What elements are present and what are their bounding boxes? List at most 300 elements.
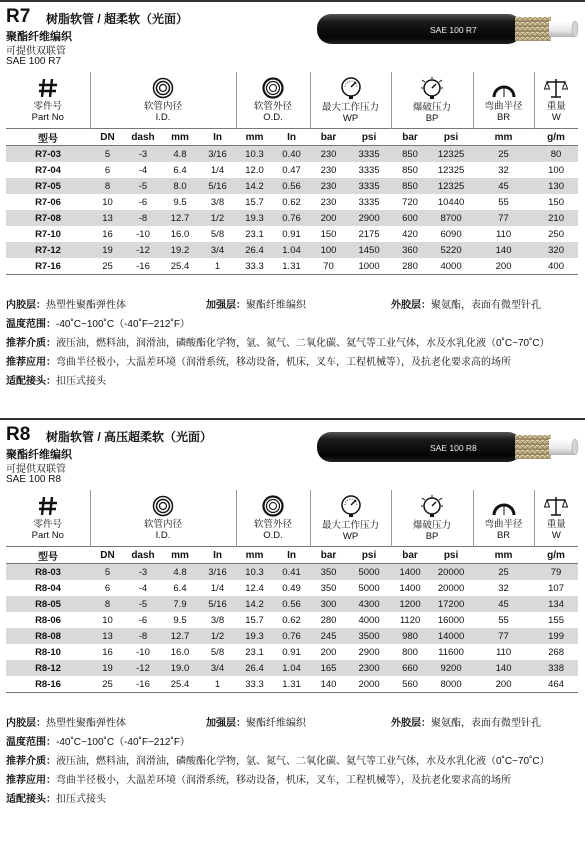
bend-radius-icon xyxy=(491,495,517,517)
table-cell: 140 xyxy=(473,660,534,676)
table-cell: 0.76 xyxy=(273,628,310,644)
table-cell: 1400 xyxy=(399,582,421,594)
table-cell: 0.49 xyxy=(282,582,301,594)
table-cell: 0.41 xyxy=(273,564,310,581)
table-cell: 320 xyxy=(534,242,578,258)
unit-header-cell: DN xyxy=(90,547,125,564)
unit-header-cell: mm xyxy=(161,547,199,564)
pressure-gauge-icon xyxy=(339,76,363,100)
part-number-cell: R8-03 xyxy=(6,564,90,581)
table-cell: 77 xyxy=(473,628,534,644)
table-cell: -6 xyxy=(138,614,148,626)
table-row xyxy=(6,210,578,226)
unit-header-cell: g/m xyxy=(534,129,578,146)
table-cell: 3/8 xyxy=(210,614,225,626)
table-cell: 3335 xyxy=(358,196,380,208)
fitting-note: 适配接头：扣压式接头 xyxy=(6,376,106,387)
table-cell: 1.04 xyxy=(273,660,310,676)
table-cell: 200 xyxy=(473,258,534,275)
table-cell: 0.56 xyxy=(273,178,310,194)
part-number-cell: R8-04 xyxy=(35,582,61,594)
table-cell: -10 xyxy=(136,646,150,658)
spec-notes xyxy=(6,714,581,809)
table-cell: 13 xyxy=(90,210,125,226)
table-cell: 25.4 xyxy=(161,258,199,275)
table-cell: 3500 xyxy=(347,628,391,644)
table-cell: -5 xyxy=(125,596,161,612)
table-cell: 199 xyxy=(534,628,578,644)
table-cell: 3335 xyxy=(358,164,380,176)
table-cell: 5/8 xyxy=(210,646,225,658)
table-cell: 800 xyxy=(402,646,418,658)
media-note: 推荐介质：液压油，燃料油，润滑油，磷酸酯化学物，氩、氮气、二氧化碳、氦气等工业气体，水及水乳化液（0˚C~70˚C） xyxy=(6,338,550,349)
part-number-cell: R8-12 xyxy=(6,660,90,676)
spec-table xyxy=(6,72,578,275)
table-cell: 6090 xyxy=(440,228,462,240)
table-cell: 16 xyxy=(102,228,113,240)
table-cell: 850 xyxy=(391,146,429,163)
part-number-cell: R7-12 xyxy=(6,242,90,258)
reinforcement-note: 加强层：聚酯纤维编织 xyxy=(206,718,306,729)
table-cell: 360 xyxy=(391,242,429,258)
table-cell: -10 xyxy=(136,228,150,240)
table-cell: 420 xyxy=(402,228,418,240)
table-cell: 7.9 xyxy=(161,596,199,612)
table-cell: 19.0 xyxy=(161,660,199,676)
table-cell: 8000 xyxy=(429,676,473,693)
table-cell: -4 xyxy=(138,582,148,594)
table-cell: 25.4 xyxy=(161,676,199,693)
table-row xyxy=(6,644,578,660)
table-cell: 10.3 xyxy=(236,564,273,581)
header-bend-radius: 弯曲半径 BR xyxy=(473,490,534,547)
table-cell: 15.7 xyxy=(245,614,264,626)
table-row xyxy=(6,242,578,258)
fitting-note: 适配接头：扣压式接头 xyxy=(6,794,106,805)
table-cell: 1000 xyxy=(347,258,391,275)
table-cell: 245 xyxy=(310,628,347,644)
table-cell: 1 xyxy=(199,676,236,693)
unit-header-cell: In xyxy=(273,129,310,146)
table-cell: 1400 xyxy=(391,564,429,581)
part-number-cell: R7-16 xyxy=(6,258,90,275)
header-inner-diameter: 软管内径 I.D. xyxy=(90,490,236,547)
table-cell: -3 xyxy=(125,146,161,163)
product-subtitle: 聚酯纤维编织 xyxy=(6,31,72,43)
table-cell: 6.4 xyxy=(173,164,187,176)
table-cell: 79 xyxy=(534,564,578,581)
part-number-cell: R7-03 xyxy=(6,146,90,163)
header-burst-pressure: 爆破压力 BP xyxy=(391,490,473,547)
table-row xyxy=(6,676,578,693)
table-cell: 5000 xyxy=(358,582,380,594)
table-cell: 33.3 xyxy=(236,676,273,693)
table-cell: 210 xyxy=(534,210,578,226)
table-cell: 2300 xyxy=(347,660,391,676)
unit-header-cell: psi xyxy=(429,547,473,564)
unit-header-cell: bar xyxy=(391,547,429,564)
unit-header-cell: psi xyxy=(347,547,391,564)
table-cell: 12.7 xyxy=(161,628,199,644)
table-cell: -8 xyxy=(125,628,161,644)
unit-header-cell: g/m xyxy=(534,547,578,564)
table-cell: 12325 xyxy=(429,146,473,163)
table-cell: 134 xyxy=(534,596,578,612)
table-cell: 300 xyxy=(310,596,347,612)
table-cell: 16.0 xyxy=(170,228,190,240)
header-outer-diameter: 软管外径 O.D. xyxy=(236,72,310,129)
table-cell: 25 xyxy=(473,564,534,581)
table-cell: 100 xyxy=(548,164,564,176)
table-cell: 660 xyxy=(391,660,429,676)
scale-icon xyxy=(544,495,568,517)
table-cell: 3/16 xyxy=(199,146,236,163)
header-outer-diameter: 软管外径 O.D. xyxy=(236,490,310,547)
table-cell: 1.04 xyxy=(273,242,310,258)
hose-print-label: SAE 100 R8 xyxy=(430,443,477,453)
unit-header-cell: In xyxy=(273,547,310,564)
table-cell: 16 xyxy=(102,646,113,658)
table-cell: 3/16 xyxy=(199,564,236,581)
table-cell: 155 xyxy=(548,614,564,626)
table-cell: 5000 xyxy=(347,564,391,581)
product-code: R8 xyxy=(6,424,31,445)
table-cell: 26.4 xyxy=(236,660,273,676)
table-cell: 980 xyxy=(391,628,429,644)
unit-header-cell: mm xyxy=(236,129,273,146)
table-cell: 12325 xyxy=(429,178,473,194)
hash-icon xyxy=(37,77,59,99)
table-cell: 350 xyxy=(310,564,347,581)
table-cell: 4000 xyxy=(358,614,380,626)
table-cell: 12.4 xyxy=(245,582,264,594)
table-cell: 10 xyxy=(102,614,113,626)
part-number-cell: R7-08 xyxy=(6,210,90,226)
table-cell: 850 xyxy=(402,164,418,176)
part-number-cell: R8-08 xyxy=(6,628,90,644)
table-cell: 20000 xyxy=(437,582,465,594)
table-cell: 0.62 xyxy=(282,614,301,626)
table-cell: 268 xyxy=(548,646,564,658)
spec-table xyxy=(6,490,578,693)
part-number-cell: R7-04 xyxy=(35,164,61,176)
table-cell: 110 xyxy=(495,646,512,658)
part-number-cell: R8-06 xyxy=(35,614,61,626)
table-cell: 8.0 xyxy=(161,178,199,194)
table-row xyxy=(6,660,578,676)
table-row xyxy=(6,596,578,612)
table-cell: 850 xyxy=(391,178,429,194)
table-cell: 12.0 xyxy=(245,164,264,176)
table-cell: 25 xyxy=(90,258,125,275)
table-cell: 80 xyxy=(534,146,578,163)
table-cell: 0.56 xyxy=(273,596,310,612)
table-cell: 13 xyxy=(90,628,125,644)
table-cell: 3/4 xyxy=(199,242,236,258)
section-divider xyxy=(0,418,585,420)
table-cell: 5 xyxy=(90,146,125,163)
table-cell: 200 xyxy=(320,646,337,658)
table-cell: 32 xyxy=(498,582,509,594)
part-number-cell: R7-05 xyxy=(6,178,90,194)
table-cell: 4000 xyxy=(429,258,473,275)
table-cell: 5220 xyxy=(429,242,473,258)
hash-icon xyxy=(37,495,59,517)
header-working-pressure: 最大工作压力 WP xyxy=(310,72,391,129)
header-weight: 重量 W xyxy=(534,490,578,547)
table-cell: 100 xyxy=(310,242,347,258)
table-cell: -8 xyxy=(125,210,161,226)
table-row xyxy=(6,146,578,163)
unit-header-row xyxy=(6,547,578,564)
unit-header-cell: In xyxy=(199,547,236,564)
table-cell: -12 xyxy=(125,242,161,258)
table-cell: 1 xyxy=(199,258,236,275)
table-cell: 77 xyxy=(473,210,534,226)
table-cell: 140 xyxy=(310,676,347,693)
table-cell: -12 xyxy=(125,660,161,676)
twin-hose-note: 可提供双联管 xyxy=(6,464,66,475)
hose-image xyxy=(315,12,580,46)
outer-layer-note: 外胶层：聚氨酯，表面有微型针孔 xyxy=(391,300,541,311)
table-cell: 19.2 xyxy=(161,242,199,258)
table-cell: 1.31 xyxy=(273,258,310,275)
table-cell: 14.2 xyxy=(236,178,273,194)
table-row xyxy=(6,194,578,210)
table-cell: 16.0 xyxy=(170,646,190,658)
product-title: 树脂软管 / 高压超柔软（光面） xyxy=(46,430,213,444)
table-cell: 2000 xyxy=(347,676,391,693)
standard-label: SAE 100 R7 xyxy=(6,56,62,67)
table-cell: 230 xyxy=(310,146,347,163)
table-cell: 8 xyxy=(90,178,125,194)
table-cell: 33.3 xyxy=(236,258,273,275)
table-cell: 10 xyxy=(102,196,113,208)
unit-header-cell: 型号 xyxy=(6,547,90,564)
table-cell: 9.5 xyxy=(173,614,187,626)
table-cell: 200 xyxy=(310,210,347,226)
table-cell: 1/4 xyxy=(210,582,225,594)
unit-header-cell: dash xyxy=(125,547,161,564)
hose-inner-diameter-icon xyxy=(152,495,174,517)
table-cell: 0.91 xyxy=(282,228,301,240)
table-cell: -5 xyxy=(125,178,161,194)
table-row xyxy=(6,580,578,596)
burst-gauge-icon xyxy=(420,76,444,100)
table-cell: 560 xyxy=(391,676,429,693)
unit-header-cell: dash xyxy=(125,129,161,146)
hose-print-label: SAE 100 R7 xyxy=(430,25,477,35)
scale-icon xyxy=(544,77,568,99)
table-cell: 25 xyxy=(473,146,534,163)
table-cell: 6.4 xyxy=(173,582,187,594)
table-row xyxy=(6,162,578,178)
table-cell: 464 xyxy=(534,676,578,693)
table-cell: 4300 xyxy=(347,596,391,612)
table-cell: 25 xyxy=(90,676,125,693)
temperature-note: 温度范围：-40˚C~100˚C（-40˚F~212˚F） xyxy=(6,737,190,748)
product-code: R7 xyxy=(6,6,31,27)
table-cell: 26.4 xyxy=(236,242,273,258)
table-cell: 200 xyxy=(473,676,534,693)
table-cell: 23.1 xyxy=(245,228,264,240)
table-cell: 1/4 xyxy=(210,164,225,176)
table-cell: 16000 xyxy=(437,614,465,626)
header-bend-radius: 弯曲半径 BR xyxy=(473,72,534,129)
twin-hose-note: 可提供双联管 xyxy=(6,46,66,57)
table-cell: -4 xyxy=(138,164,148,176)
unit-header-cell: bar xyxy=(391,129,429,146)
section-divider xyxy=(0,0,585,2)
table-cell: 14.2 xyxy=(236,596,273,612)
table-cell: 70 xyxy=(310,258,347,275)
table-cell: 17200 xyxy=(429,596,473,612)
table-cell: 3/8 xyxy=(210,196,225,208)
table-cell: 110 xyxy=(495,228,512,240)
table-cell: 23.1 xyxy=(245,646,264,658)
header-inner-diameter: 软管内径 I.D. xyxy=(90,72,236,129)
table-cell: 1/2 xyxy=(199,210,236,226)
table-cell: 0.76 xyxy=(273,210,310,226)
part-number-cell: R7-10 xyxy=(35,228,61,240)
part-number-cell: R8-05 xyxy=(6,596,90,612)
table-cell: 2175 xyxy=(358,228,380,240)
table-row xyxy=(6,628,578,644)
table-cell: 280 xyxy=(320,614,337,626)
unit-header-cell: In xyxy=(199,129,236,146)
unit-header-cell: psi xyxy=(429,129,473,146)
table-cell: 0.91 xyxy=(282,646,301,658)
application-note: 推荐应用：弯曲半径极小，大温差环境（润滑系统，移动设备，机床，叉车，工程机械等），及抗老化要求高的场所 xyxy=(6,775,511,786)
table-cell: 20000 xyxy=(429,564,473,581)
table-row xyxy=(6,612,578,628)
table-row xyxy=(6,226,578,242)
product-subtitle: 聚酯纤维编织 xyxy=(6,449,72,461)
table-cell: -6 xyxy=(138,196,148,208)
table-cell: 8 xyxy=(90,596,125,612)
unit-header-cell: DN xyxy=(90,129,125,146)
table-cell: 4.8 xyxy=(161,146,199,163)
unit-header-cell: bar xyxy=(310,129,347,146)
table-cell: 2900 xyxy=(347,210,391,226)
table-cell: 3335 xyxy=(347,146,391,163)
table-cell: -16 xyxy=(125,258,161,275)
table-cell: 1200 xyxy=(391,596,429,612)
table-cell: 4.8 xyxy=(161,564,199,581)
table-cell: 12.7 xyxy=(161,210,199,226)
header-part-no: 零件号 Part No xyxy=(6,490,90,547)
pressure-gauge-icon xyxy=(339,494,363,518)
table-row xyxy=(6,178,578,194)
unit-header-cell: psi xyxy=(347,129,391,146)
table-cell: 15.7 xyxy=(245,196,264,208)
table-cell: 6 xyxy=(104,164,111,176)
table-cell: 9200 xyxy=(429,660,473,676)
table-cell: 14000 xyxy=(429,628,473,644)
spec-notes xyxy=(6,296,581,391)
header-burst-pressure: 爆破压力 BP xyxy=(391,72,473,129)
table-cell: 5/16 xyxy=(199,596,236,612)
table-cell: 3/4 xyxy=(199,660,236,676)
unit-header-cell: 型号 xyxy=(6,129,90,146)
hose-outer-diameter-icon xyxy=(262,495,284,517)
bend-radius-icon xyxy=(491,77,517,99)
table-cell: 3335 xyxy=(347,178,391,194)
table-cell: 6 xyxy=(104,582,111,594)
table-cell: 8700 xyxy=(429,210,473,226)
table-cell: 55 xyxy=(498,196,509,208)
table-cell: 338 xyxy=(534,660,578,676)
table-cell: 12325 xyxy=(437,164,465,176)
table-cell: 150 xyxy=(320,228,337,240)
product-title: 树脂软管 / 超柔软（光面） xyxy=(46,12,189,26)
header-weight: 重量 W xyxy=(534,72,578,129)
table-cell: 19 xyxy=(90,660,125,676)
table-cell: 5 xyxy=(90,564,125,581)
table-cell: -3 xyxy=(125,564,161,581)
media-note: 推荐介质：液压油，燃料油，润滑油，磷酸酯化学物，氩、氮气、二氧化碳、氦气等工业气体，水及水乳化液（0˚C~70˚C） xyxy=(6,756,550,767)
unit-header-row xyxy=(6,129,578,146)
part-number-cell: R8-16 xyxy=(6,676,90,693)
table-cell: 230 xyxy=(320,164,337,176)
table-cell: 45 xyxy=(473,596,534,612)
table-cell: 10440 xyxy=(437,196,465,208)
table-cell: 32 xyxy=(498,164,509,176)
unit-header-cell: mm xyxy=(473,547,534,564)
table-cell: 19.3 xyxy=(236,210,273,226)
hose-image xyxy=(315,430,580,464)
table-cell: 600 xyxy=(391,210,429,226)
header-part-no: 零件号 Part No xyxy=(6,72,90,129)
unit-header-cell: mm xyxy=(161,129,199,146)
outer-layer-note: 外胶层：聚氨酯，表面有微型针孔 xyxy=(391,718,541,729)
table-cell: 1450 xyxy=(347,242,391,258)
table-cell: 720 xyxy=(402,196,418,208)
table-cell: 5/8 xyxy=(210,228,225,240)
table-cell: 11600 xyxy=(438,646,464,658)
table-cell: 19.3 xyxy=(236,628,273,644)
table-row xyxy=(6,564,578,581)
table-cell: 230 xyxy=(320,196,337,208)
table-cell: 0.40 xyxy=(273,146,310,163)
unit-header-cell: bar xyxy=(310,547,347,564)
standard-label: SAE 100 R8 xyxy=(6,474,62,485)
part-number-cell: R7-06 xyxy=(35,196,61,208)
table-cell: 55 xyxy=(498,614,509,626)
table-cell: 165 xyxy=(310,660,347,676)
table-cell: 2900 xyxy=(358,646,380,658)
table-cell: 1120 xyxy=(399,614,421,626)
table-cell: 350 xyxy=(320,582,337,594)
unit-header-cell: mm xyxy=(236,547,273,564)
table-cell: 150 xyxy=(548,196,564,208)
table-cell: 280 xyxy=(391,258,429,275)
table-cell: 250 xyxy=(548,228,564,240)
table-cell: 130 xyxy=(534,178,578,194)
hose-outer-diameter-icon xyxy=(262,77,284,99)
temperature-note: 温度范围：-40˚C~100˚C（-40˚F~212˚F） xyxy=(6,319,190,330)
unit-header-cell: mm xyxy=(473,129,534,146)
part-number-cell: R8-10 xyxy=(35,646,61,658)
table-cell: 1/2 xyxy=(199,628,236,644)
table-cell: -16 xyxy=(125,676,161,693)
table-cell: 10.3 xyxy=(236,146,273,163)
table-cell: 400 xyxy=(534,258,578,275)
table-cell: 140 xyxy=(473,242,534,258)
table-cell: 19 xyxy=(90,242,125,258)
table-cell: 230 xyxy=(310,178,347,194)
table-cell: 45 xyxy=(473,178,534,194)
